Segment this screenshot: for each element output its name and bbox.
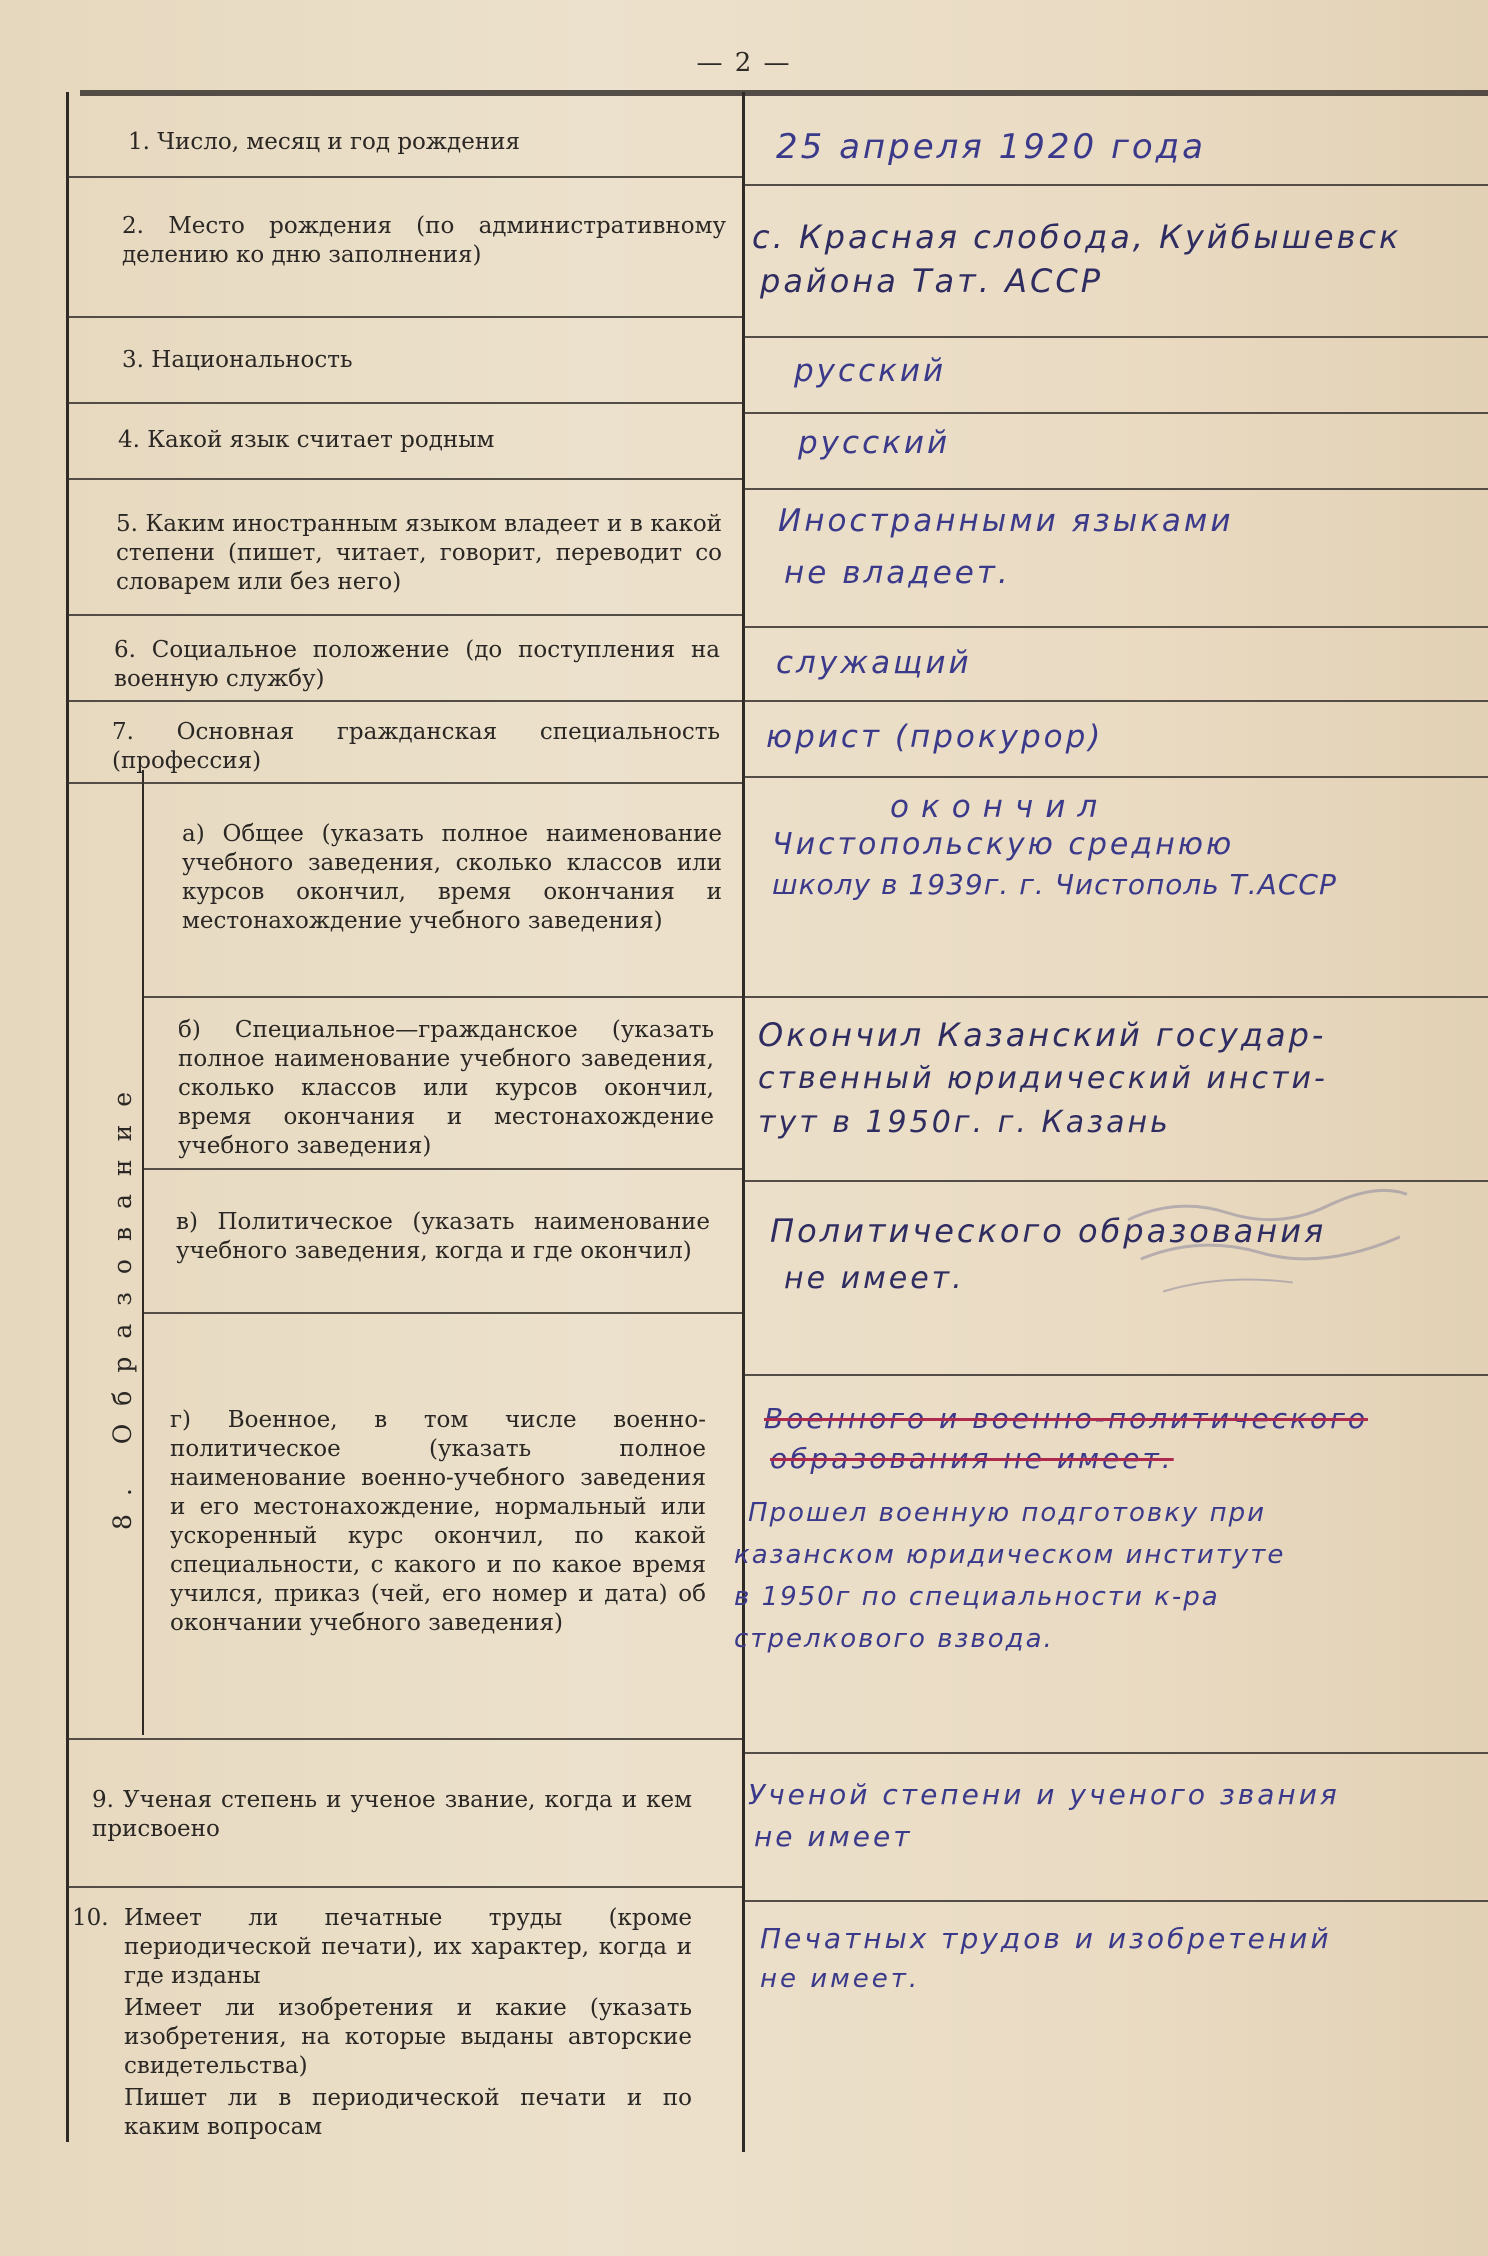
answer-education-general-line1: окончил bbox=[890, 789, 1110, 825]
question-civil-specialty: 7. Основная гражданская специальность (профессия) bbox=[112, 719, 720, 774]
rule-7 bbox=[68, 782, 742, 784]
answer-birth-place-line1: с. Красная слобода, Куйбышевск bbox=[752, 218, 1402, 256]
question-social-status: 6. Социальное положение (до поступления на военную службу) bbox=[114, 637, 720, 692]
answer-rule-1 bbox=[744, 184, 1488, 186]
rule-6 bbox=[68, 700, 742, 702]
answer-education-general-line3: школу в 1939г. г. Чистополь Т.АССР bbox=[772, 868, 1337, 901]
answer-academic-degree-line1: Ученой степени и ученого звания bbox=[748, 1778, 1340, 1811]
question-inventions: Имеет ли изобретения и какие (указать изобретения, на которые выданы авторские свидетельства) bbox=[124, 1995, 692, 2079]
answer-education-political-line2: не имеет. bbox=[784, 1261, 965, 1296]
answer-rule-2 bbox=[744, 336, 1488, 338]
rule-8a bbox=[144, 996, 742, 998]
rule-8v bbox=[144, 1312, 742, 1314]
answer-rule-9 bbox=[744, 1900, 1488, 1902]
answer-rule-5 bbox=[744, 626, 1488, 628]
answer-education-military-line4: стрелкового взвода. bbox=[734, 1624, 1054, 1654]
answer-social-status: служащий bbox=[776, 645, 972, 681]
answer-rule-8g bbox=[744, 1752, 1488, 1754]
answer-education-special-line1: Окончил Казанский государ- bbox=[758, 1016, 1327, 1054]
question-publications-number: 10. bbox=[72, 1905, 109, 1931]
answer-birth-place-line2: района Тат. АССР bbox=[760, 262, 1104, 300]
rule-8b bbox=[144, 1168, 742, 1170]
question-publications: Имеет ли печатные труды (кроме периодической печати), их характер, когда и где изданы bbox=[124, 1905, 692, 1989]
answer-education-special-line3: тут в 1950г. г. Казань bbox=[758, 1105, 1171, 1140]
answer-publications-line2: не имеет. bbox=[760, 1964, 921, 1994]
answer-publications-line1: Печатных трудов и изобретений bbox=[760, 1922, 1332, 1955]
answer-education-military-struck-line2: образования не имеет. bbox=[770, 1442, 1174, 1475]
rule-3 bbox=[68, 402, 742, 404]
question-birth-date: 1. Число, месяц и год рождения bbox=[128, 129, 520, 155]
question-periodical: Пишет ли в периодической печати и по каким вопросам bbox=[124, 2085, 692, 2140]
question-education-political: в) Политическое (указать наименование учебного заведения, когда и где окончил) bbox=[176, 1209, 710, 1264]
question-nationality: 3. Национальность bbox=[122, 347, 353, 373]
answer-birth-date: 25 апреля 1920 года bbox=[776, 127, 1206, 167]
answer-rule-4 bbox=[744, 488, 1488, 490]
column-divider bbox=[742, 92, 745, 2152]
left-border bbox=[66, 92, 69, 2142]
bleed-through-scribble bbox=[1116, 1170, 1424, 1311]
answer-native-language: русский bbox=[798, 425, 951, 461]
answer-education-special-line2: ственный юридический инсти- bbox=[758, 1061, 1328, 1096]
bleed-through-mark bbox=[1116, 1170, 1424, 1317]
rule-1 bbox=[68, 176, 742, 178]
rule-4 bbox=[68, 478, 742, 480]
rule-9 bbox=[68, 1886, 742, 1888]
question-academic-degree: 9. Ученая степень и ученое звание, когда и кем присвоено bbox=[92, 1787, 692, 1842]
answer-nationality: русский bbox=[794, 353, 947, 389]
answer-foreign-language-line1: Иностранными языками bbox=[778, 503, 1234, 539]
rule-8g bbox=[68, 1738, 742, 1740]
answer-education-military-struck-line1: Военного и военно-политического bbox=[764, 1402, 1368, 1435]
answer-education-general-line2: Чистопольскую среднюю bbox=[772, 827, 1235, 862]
answer-rule-7 bbox=[744, 776, 1488, 778]
answer-rule-3 bbox=[744, 412, 1488, 414]
question-native-language: 4. Какой язык считает родным bbox=[118, 427, 495, 453]
education-vertical-label: 8. Образование bbox=[108, 1073, 137, 1530]
rule-5 bbox=[68, 614, 742, 616]
answer-rule-6 bbox=[744, 700, 1488, 702]
question-education-military: г) Военное, в том числе военно-политическое (указать полное наименование военно-учебного заведения и его местонахождение, нормальный или ускоренный курс окончил, по какой специальности, с какого и по какое время учился, приказ (чей, его номер и дата) об окончании учебного заведения) bbox=[170, 1407, 706, 1636]
question-foreign-language: 5. Каким иностранным языком владеет и в какой степени (пишет, читает, говорит, переводит со словарем или без него) bbox=[116, 511, 722, 595]
answer-education-military-line1: Прошел военную подготовку при bbox=[748, 1498, 1266, 1528]
answer-civil-specialty: юрист (прокурор) bbox=[766, 719, 1104, 755]
answer-academic-degree-line2: не имеет bbox=[754, 1820, 913, 1853]
answer-education-political-line1: Политического образования bbox=[770, 1212, 1327, 1250]
page-number: — 2 — bbox=[696, 48, 792, 78]
answer-rule-8a bbox=[744, 996, 1488, 998]
answer-education-military-line3: в 1950г по специальности к-ра bbox=[734, 1582, 1220, 1612]
answer-foreign-language-line2: не владеет. bbox=[784, 555, 1011, 591]
question-education-general: а) Общее (указать полное наименование учебного заведения, сколько классов или курсов окончил, время окончания и местонахождение учебного заведения) bbox=[182, 821, 722, 934]
top-rule bbox=[80, 90, 1488, 96]
question-education-special: б) Специальное—гражданское (указать полное наименование учебного заведения, сколько классов или курсов окончил, время окончания и местонахождение учебного заведения) bbox=[178, 1017, 714, 1159]
answer-education-military-line2: казанском юридическом институте bbox=[734, 1540, 1286, 1570]
education-inner-border bbox=[142, 770, 144, 1735]
question-birth-place: 2. Место рождения (по административному делению ко дню заполнения) bbox=[122, 213, 726, 268]
rule-2 bbox=[68, 316, 742, 318]
answer-rule-8v bbox=[744, 1374, 1488, 1376]
